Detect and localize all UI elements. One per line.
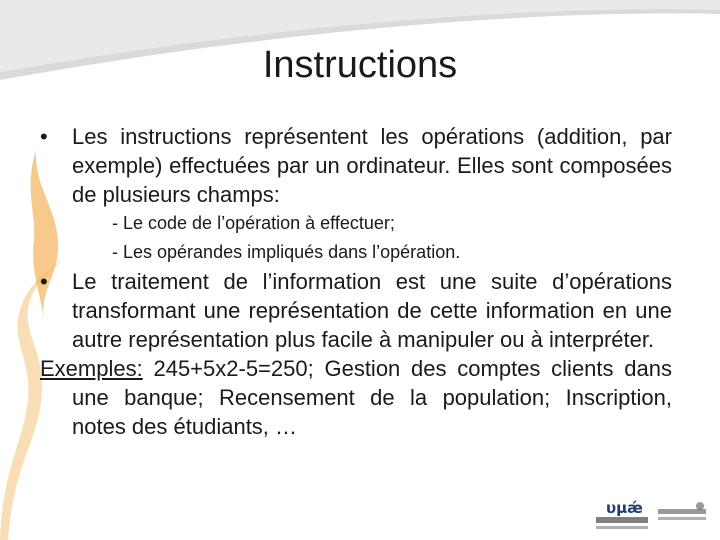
logo-text-lines — [596, 526, 648, 529]
faculty-emblem-icon — [656, 501, 708, 527]
examples-label: Exemples: — [40, 356, 143, 381]
sub-item-operandes: - Les opérandes impliqués dans l’opération. — [112, 242, 461, 262]
slide-title: Instructions — [262, 44, 458, 86]
logo-mark-icon: υμǽ — [606, 499, 643, 517]
bullet-text: Les instructions représentent les opérations (addition, par exemple) effectuées par un ordinateur. Elles sont composées de plusieurs champs: — [72, 124, 672, 207]
sub-item-code: - Le code de l’opération à effectuer; — [112, 213, 395, 233]
examples-text: 245+5x2-5=250; Gestion des comptes clients dans une banque; Recensement de la population; Inscription, notes des étudiants, … — [72, 356, 672, 439]
bullet-item-instructions — [40, 122, 672, 209]
logo-text-lines — [596, 517, 648, 523]
bullet-marker: • — [40, 269, 48, 294]
bullet-marker: • — [40, 124, 48, 149]
examples-paragraph — [40, 354, 672, 441]
slide-content — [40, 122, 672, 441]
university-logo — [594, 497, 714, 535]
bullet-text: Le traitement de l’information est une suite d’opérations transformant une représentation de cette information en une autre représentation plus facile à manipuler ou à interpréter. — [72, 269, 672, 352]
bullet-item-traitement — [40, 267, 672, 354]
